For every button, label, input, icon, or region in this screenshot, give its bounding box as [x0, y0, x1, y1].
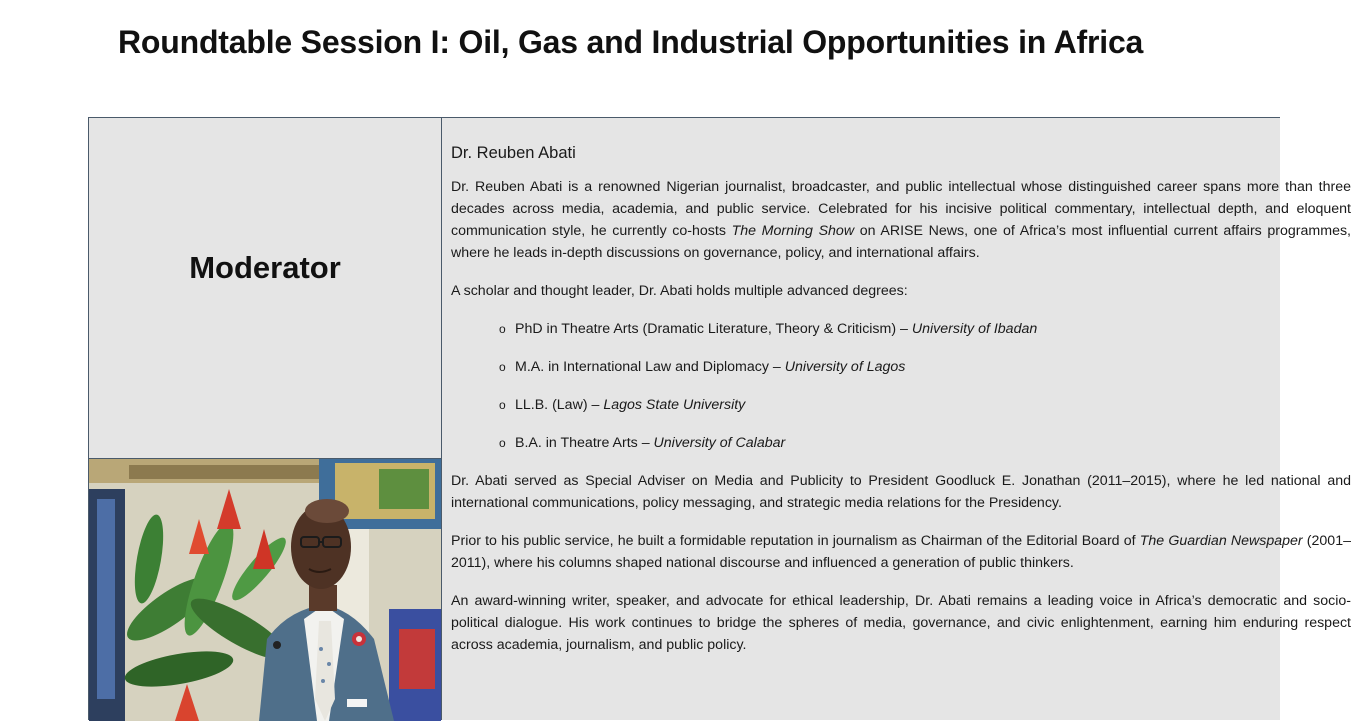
degree-name: M.A. in International Law and Diplomacy –: [515, 359, 785, 375]
speaker-photo-illustration: [89, 459, 441, 721]
degree-name: LL.B. (Law) –: [515, 397, 604, 413]
degrees-intro: A scholar and thought leader, Dr. Abati holds multiple advanced degrees:: [451, 283, 908, 299]
bio-journalism-paragraph: [451, 530, 1351, 574]
bio-intro-paragraph: [451, 176, 1351, 264]
speaker-table: [88, 117, 1351, 720]
degree-school: Lagos State University: [603, 397, 746, 413]
degree-school: University of Calabar: [653, 435, 786, 451]
bio-closing-paragraph: An award-winning writer, speaker, and advocate for ethical leadership, Dr. Abati remains a leading voice in Africa’s democratic and socio-political dialogue. His work continues to bridge the spheres of media, governance, and civic enlightenment, earning him enduring respect across academia, journalism, and public policy.: [451, 593, 1351, 653]
bullet-icon: o: [499, 436, 506, 450]
slide-title: Roundtable Session I: Oil, Gas and Industrial Opportunities in Africa: [118, 24, 1144, 60]
bullet-icon: o: [499, 398, 506, 412]
degree-item: [499, 394, 1351, 416]
degree-name: B.A. in Theatre Arts –: [515, 435, 654, 451]
role-cell: [89, 118, 441, 459]
degree-item: [499, 356, 1351, 378]
degree-school: University of Ibadan: [911, 321, 1038, 337]
degrees-list: [451, 318, 1351, 454]
bio-content: [451, 142, 1351, 672]
speaker-name: Dr. Reuben Abati: [451, 144, 576, 162]
bio-intro-text-2: on ARISE News, one of Africa’s most influential current affairs programmes, where he leads in-depth discussions on governance, policy, and international affairs.: [451, 223, 1351, 261]
bio-cell: [443, 118, 1351, 720]
role-label: Moderator: [189, 250, 341, 285]
bio-service-paragraph: Dr. Abati served as Special Adviser on Media and Publicity to President Goodluck E. Jonathan (2011–2015), where he led national and international communications, policy messaging, and strategic media relations for the Presidency.: [451, 473, 1351, 511]
left-column: [89, 118, 442, 720]
speaker-photo: [89, 459, 441, 721]
bullet-icon: o: [499, 322, 506, 336]
degree-school: University of Lagos: [784, 359, 906, 375]
degree-name: PhD in Theatre Arts (Dramatic Literature, Theory & Criticism) –: [515, 321, 912, 337]
bio-journalism-text-2: (2001–2011), where his columns shaped national discourse and influenced a generation of public thinkers.: [451, 533, 1351, 571]
show-title: The Morning Show: [731, 223, 855, 239]
bio-intro-text-1: Dr. Reuben Abati is a renowned Nigerian journalist, broadcaster, and public intellectual whose distinguished career spans more than three decades across media, academia, and public service. Celebrated for his incisive political commentary, intellectual depth, and eloquent communication style, he currently co-hosts: [451, 179, 1351, 239]
bio-journalism-text-1: Prior to his public service, he built a formidable reputation in journalism as Chairman of the Editorial Board of: [451, 533, 1140, 549]
bullet-icon: o: [499, 360, 506, 374]
degree-item: [499, 318, 1351, 340]
newspaper-title: The Guardian Newspaper: [1139, 533, 1303, 549]
degree-item: [499, 432, 1351, 454]
